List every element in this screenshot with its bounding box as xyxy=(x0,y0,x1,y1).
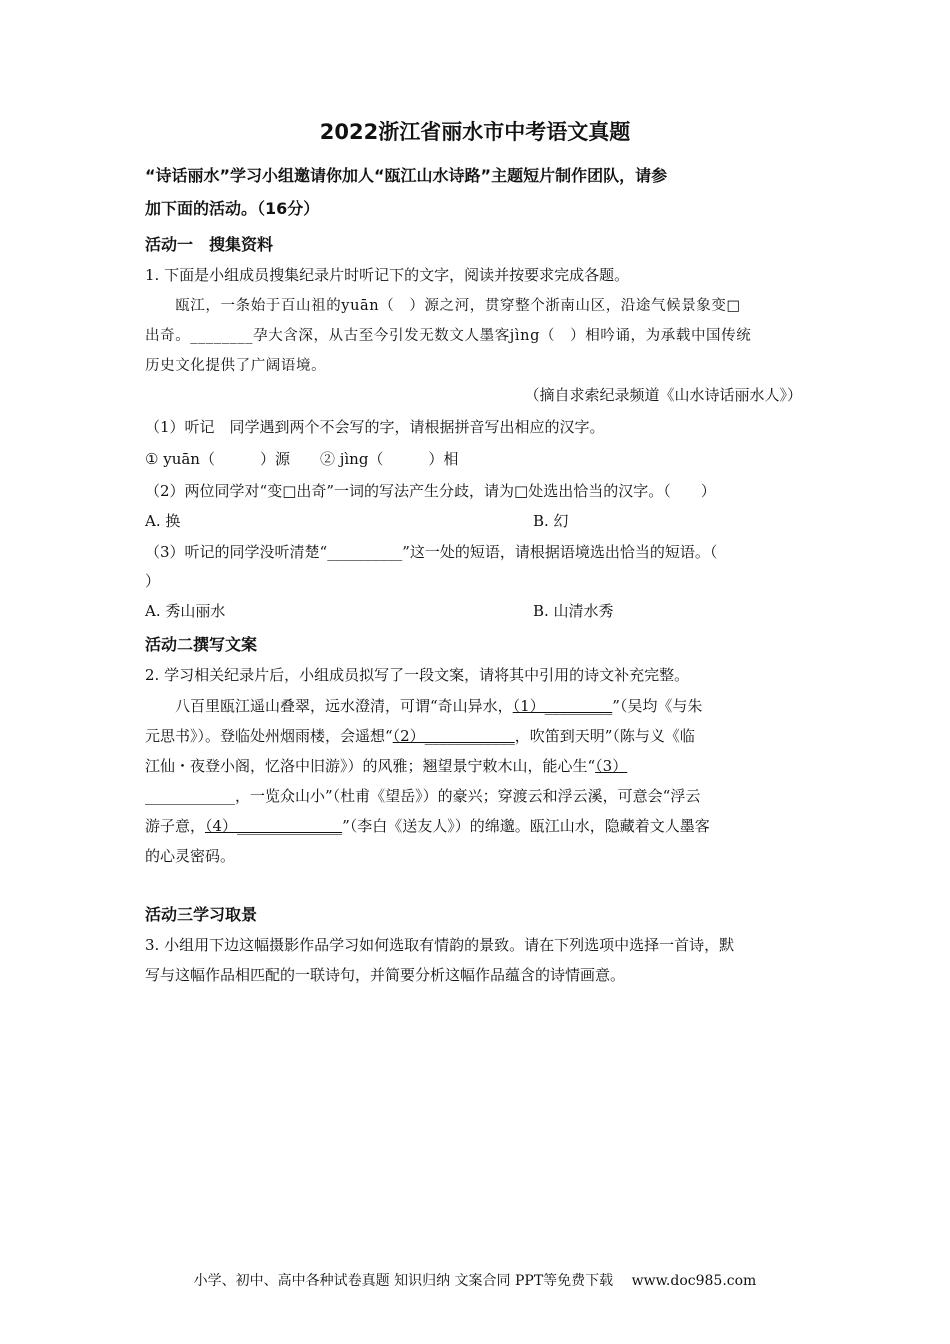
copy-line-2-text-a: 元思书》）。登临处州烟雨楼，会遥想“ xyxy=(145,727,393,745)
copy-line-4 xyxy=(145,785,700,806)
subquestion-1-items: ① yuān（ ）源 ② jìng（ ）相 xyxy=(145,450,459,468)
copy-line-1-text-b: ”（吴均《与朱 xyxy=(612,697,703,715)
passage-line-2: 出奇。________孕大含深，从古至今引发无数文人墨客jìng（ ）相吟诵，为承载中国传统 xyxy=(145,328,752,344)
blank-4[interactable]: （4）______________ xyxy=(205,817,343,835)
copy-line-6: 的心灵密码。 xyxy=(145,847,236,865)
copy-line-1-text-a: 八百里瓯江遥山叠翠，远水澄清，可谓“奇山异水， xyxy=(145,697,513,715)
blank-1[interactable]: （1）_________ xyxy=(512,697,613,715)
passage-line-3: 历史文化提供了广阔语境。 xyxy=(145,358,327,374)
copy-line-2 xyxy=(145,725,695,746)
copy-line-4-text-b: ，一览众山小”（杜甫《望岳》）的豪兴；穿渡云和浮云溪，可意会“浮云 xyxy=(235,787,701,805)
copy-line-1 xyxy=(145,695,702,716)
option-b-huan: B. 幻 xyxy=(533,512,569,530)
question-2-stem: 2. 学习相关纪录片后，小组成员拟写了一段文案，请将其中引用的诗文补充完整。 xyxy=(145,666,690,684)
blank-3-continued[interactable]: ____________ xyxy=(145,787,235,805)
activity3-heading: 活动三学习取景 xyxy=(145,905,258,924)
copy-line-2-text-b: ，吹笛到天明”（陈与义《临 xyxy=(514,727,695,745)
document-title: 2022浙江省丽水市中考语文真题 xyxy=(319,120,631,144)
copy-line-5-text-b: ”（李白《送友人》）的绵邈。瓯江山水，隐藏着文人墨客 xyxy=(342,817,710,835)
question-3-line-2: 写与这幅作品相匹配的一联诗句，并简要分析这幅作品蕴含的诗情画意。 xyxy=(145,966,626,984)
subquestion-3-line-2: ） xyxy=(145,572,161,590)
option-b-phrase: B. 山清水秀 xyxy=(533,602,614,620)
intro-line-1: “诗话丽水”学习小组邀请你加人“瓯江山水诗路”主题短片制作团队，请参 xyxy=(145,166,668,185)
question-3-line-1: 3. 小组用下边这幅摄影作品学习如何选取有情韵的景致。请在下列选项中选择一首诗，默 xyxy=(145,936,735,954)
question-1-stem: 1. 下面是小组成员搜集纪录片时听记下的文字，阅读并按要求完成各题。 xyxy=(145,266,630,284)
subquestion-3-line-1: （3）听记的同学没听清楚“__________”这一处的短语，请根据语境选出恰当的短语。（ xyxy=(145,543,718,561)
subquestion-2: （2）两位同学对“变□出奇”一词的写法产生分歧，请为□处选出恰当的汉字。（ ） xyxy=(145,482,716,500)
intro-line-2: 加下面的活动。（16分） xyxy=(145,199,320,218)
copy-line-3 xyxy=(145,755,627,776)
blank-3[interactable]: （3） xyxy=(595,757,628,775)
passage-source: （摘自求索纪录频道《山水诗话丽水人》） xyxy=(524,386,802,404)
copy-line-3-text-a: 江仙・夜登小阁，忆洛中旧游》）的风雅；翘望景宁敕木山，能心生“ xyxy=(145,757,596,775)
copy-line-5 xyxy=(145,815,710,836)
page-footer: 小学、初中、高中各种试卷真题 知识归纳 文案合同 PPT等免费下载 www.doc985.com xyxy=(193,1273,757,1289)
copy-line-5-text-a: 游子意， xyxy=(145,817,206,835)
option-a-huan: A. 换 xyxy=(145,512,181,530)
activity2-heading: 活动二撰写文案 xyxy=(145,635,258,654)
blank-2[interactable]: （2）____________ xyxy=(392,727,515,745)
activity1-heading: 活动一 搜集资料 xyxy=(145,235,274,254)
option-a-phrase: A. 秀山丽水 xyxy=(145,602,226,620)
passage-line-1: 瓯江，一条始于百山祖的yuān（ ）源之河，贯穿整个浙南山区，沿途气候景象变□ xyxy=(145,298,741,314)
subquestion-1: （1）听记 同学遇到两个不会写的字，请根据拼音写出相应的汉字。 xyxy=(145,418,605,436)
